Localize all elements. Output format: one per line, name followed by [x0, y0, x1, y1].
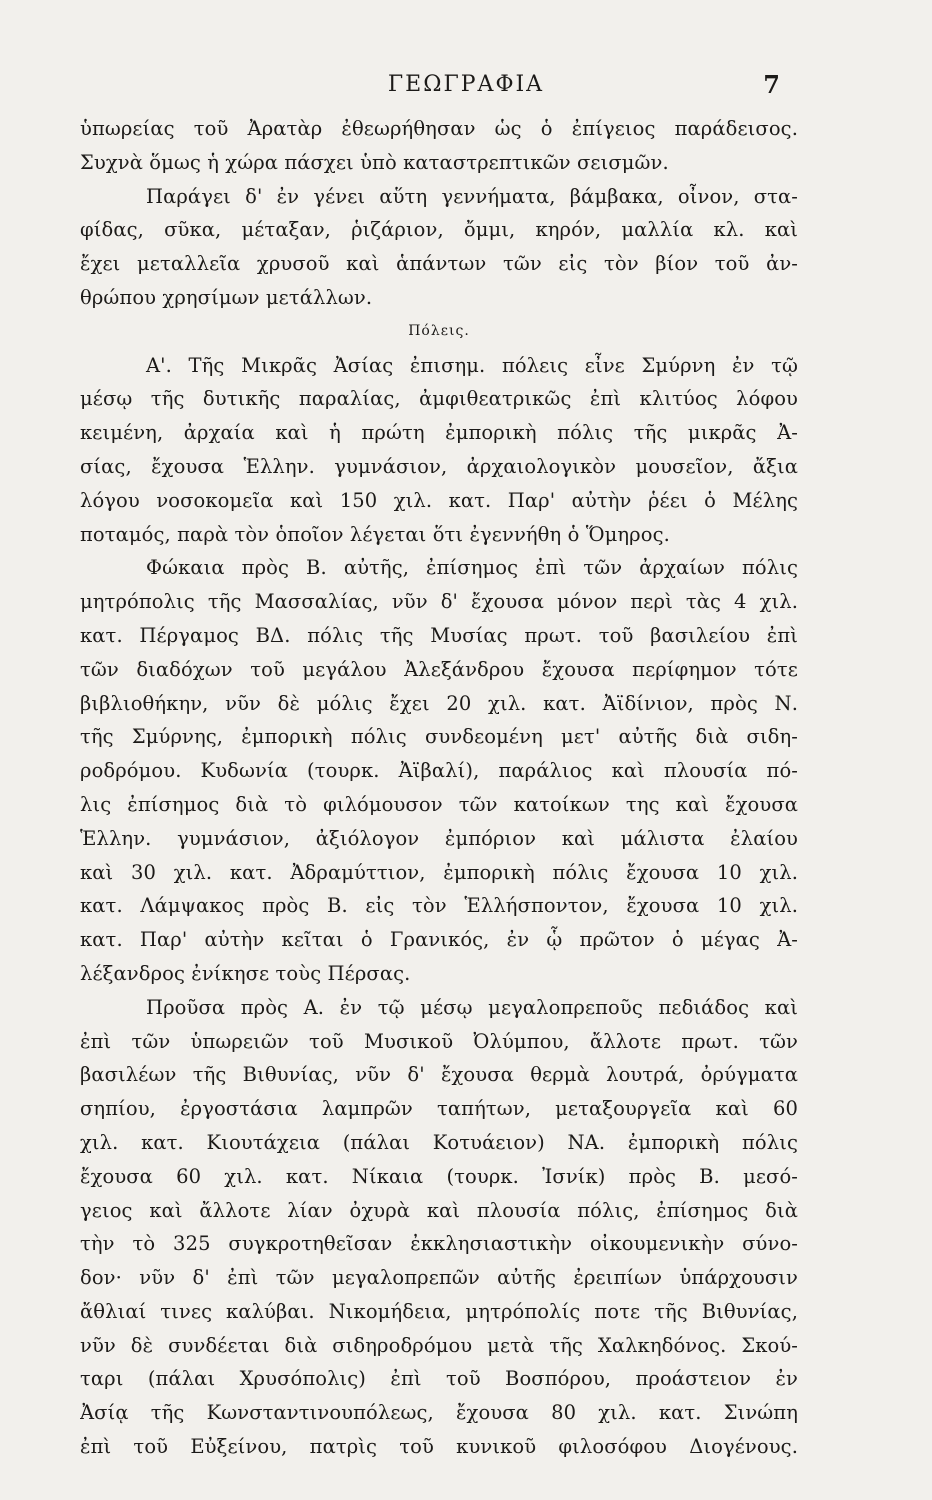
running-title: ΓΕΩΓΡΑΦΙΑ [387, 72, 545, 97]
text-line: τὴν τὸ 325 συγκροτηθεῖσαν ἐκκλησιαστικὴν οἰκουμενικὴν σύνο- [80, 1232, 798, 1256]
text-line: μέσῳ τῆς δυτικῆς παραλίας, ἀμφιθεατρικῶς ἐπὶ κλιτύος λόφου [80, 387, 798, 411]
text-line: λις ἐπίσημος διὰ τὸ φιλόμουσον τῶν κατοίκων της καὶ ἔχουσα [80, 792, 798, 816]
text-line: Παράγει δ' ἐν γένει αὕτη γεννήματα, βάμβακα, οἶνον, στα- [146, 184, 798, 208]
text-line: σίας, ἔχουσα Ἑλλην. γυμνάσιον, ἀρχαιολογικὸν μουσεῖον, ἄξια [80, 454, 798, 478]
text-line: κειμένη, ἀρχαία καὶ ἡ πρώτη ἐμπορικὴ πόλις τῆς μικρᾶς Ἀ- [80, 421, 798, 445]
text-line: ἐπὶ τοῦ Εὐξείνου, πατρὶς τοῦ κυνικοῦ φιλοσόφου Διογένους. [80, 1435, 798, 1459]
text-line: ροδρόμου. Κυδωνία (τουρκ. Ἀϊβαλί), παράλιος καὶ πλουσία πό- [80, 759, 798, 783]
text-line: ἄθλιαί τινες καλύβαι. Νικομήδεια, μητρόπολίς ποτε τῆς Βιθυνίας, [80, 1299, 798, 1323]
text-line: γειος καὶ ἄλλοτε λίαν ὀχυρὰ καὶ πλουσία πόλις, ἐπίσημος διὰ [80, 1198, 798, 1222]
body-text [80, 112, 798, 1464]
text-line: καὶ 30 χιλ. κατ. Ἀδραμύττιον, ἐμπορικὴ πόλις ἔχουσα 10 χιλ. [80, 860, 798, 884]
text-line: φίδας, σῦκα, μέταξαν, ῥιζάριον, ὄμμι, κηρόν, μαλλία κλ. καὶ [80, 218, 798, 242]
text-line: βιβλιοθήκην, νῦν δὲ μόλις ἔχει 20 χιλ. κατ. Ἀϊδίνιον, πρὸς Ν. [80, 691, 798, 715]
page-header [0, 66, 932, 106]
section-heading: Πόλεις. [408, 322, 470, 339]
text-line: ἔχουσα 60 χιλ. κατ. Νίκαια (τουρκ. Ἰσνίκ) πρὸς Β. μεσό- [80, 1164, 798, 1188]
text-line: ἐπὶ τῶν ὑπωρειῶν τοῦ Μυσικοῦ Ὀλύμπου, ἄλλοτε πρωτ. τῶν [80, 1029, 798, 1053]
text-line: δον· νῦν δ' ἐπὶ τῶν μεγαλοπρεπῶν αὐτῆς ἐρειπίων ὑπάρχουσιν [80, 1266, 798, 1290]
text-line: λόγου νοσοκομεῖα καὶ 150 χιλ. κατ. Παρ' αὐτὴν ῥέει ὁ Μέλης [80, 488, 798, 512]
text-line: Φώκαια πρὸς Β. αὐτῆς, ἐπίσημος ἐπὶ τῶν ἀρχαίων πόλις [146, 556, 798, 580]
text-line: ποταμός, παρὰ τὸν ὁποῖον λέγεται ὅτι ἐγεννήθη ὁ Ὅμηρος. [80, 522, 670, 546]
text-line: Ἀσίᾳ τῆς Κωνσταντινουπόλεως, ἔχουσα 80 χιλ. κατ. Σινώπη [80, 1401, 798, 1425]
text-line: βασιλέων τῆς Βιθυνίας, νῦν δ' ἔχουσα θερμὰ λουτρά, ὀρύγματα [80, 1063, 798, 1087]
text-line: χιλ. κατ. Κιουτάχεια (πάλαι Κοτυάειον) ΝΑ. ἐμπορικὴ πόλις [80, 1130, 798, 1154]
text-line: τῆς Σμύρνης, ἐμπορικὴ πόλις συνδεομένη μετ' αὐτῆς διὰ σιδη- [80, 725, 798, 749]
text-line: ὑπωρείας τοῦ Ἀρατὰρ ἐθεωρήθησαν ὡς ὁ ἐπίγειος παράδεισος. [80, 117, 798, 140]
text-line: τῶν διαδόχων τοῦ μεγάλου Ἀλεξάνδρου ἔχουσα περίφημον τότε [80, 657, 798, 681]
text-line: ταρι (πάλαι Χρυσόπολις) ἐπὶ τοῦ Βοσπόρου, προάστειον ἐν [80, 1367, 798, 1391]
page-number: 7 [763, 70, 780, 99]
text-line: κατ. Παρ' αὐτὴν κεῖται ὁ Γρανικός, ἐν ᾧ πρῶτον ὁ μέγας Ἀ- [80, 928, 798, 952]
text-line: σηπίου, ἐργοστάσια λαμπρῶν ταπήτων, μεταξουργεῖα καὶ 60 [80, 1097, 798, 1121]
text-line: λέξανδρος ἐνίκησε τοὺς Πέρσας. [80, 961, 411, 985]
text-line: κατ. Πέργαμος ΒΔ. πόλις τῆς Μυσίας πρωτ. τοῦ βασιλείου ἐπὶ [80, 623, 798, 647]
text-line: κατ. Λάμψακος πρὸς Β. εἰς τὸν Ἑλλήσποντον, ἔχουσα 10 χιλ. [80, 894, 798, 918]
text-line: μητρόπολις τῆς Μασσαλίας, νῦν δ' ἔχουσα μόνον περὶ τὰς 4 χιλ. [80, 590, 798, 614]
text-line: Προῦσα πρὸς Α. ἐν τῷ μέσῳ μεγαλοπρεποῦς πεδιάδος καὶ [146, 995, 798, 1019]
text-line: Συχνὰ ὅμως ἡ χώρα πάσχει ὑπὸ καταστρεπτικῶν σεισμῶν. [80, 150, 669, 174]
text-line: νῦν δὲ συνδέεται διὰ σιδηροδρόμου μετὰ τῆς Χαλκηδόνος. Σκού- [80, 1333, 798, 1357]
text-line: Ἑλλην. γυμνάσιον, ἀξιόλογον ἐμπόριον καὶ μάλιστα ἐλαίου [80, 826, 798, 850]
text-line: θρώπου χρησίμων μετάλλων. [80, 285, 373, 309]
text-line: Α'. Τῆς Μικρᾶς Ἀσίας ἐπισημ. πόλεις εἶνε Σμύρνη ἐν τῷ [146, 353, 798, 377]
text-line: ἔχει μεταλλεῖα χρυσοῦ καὶ ἁπάντων τῶν εἰς τὸν βίον τοῦ ἀν- [80, 252, 798, 276]
